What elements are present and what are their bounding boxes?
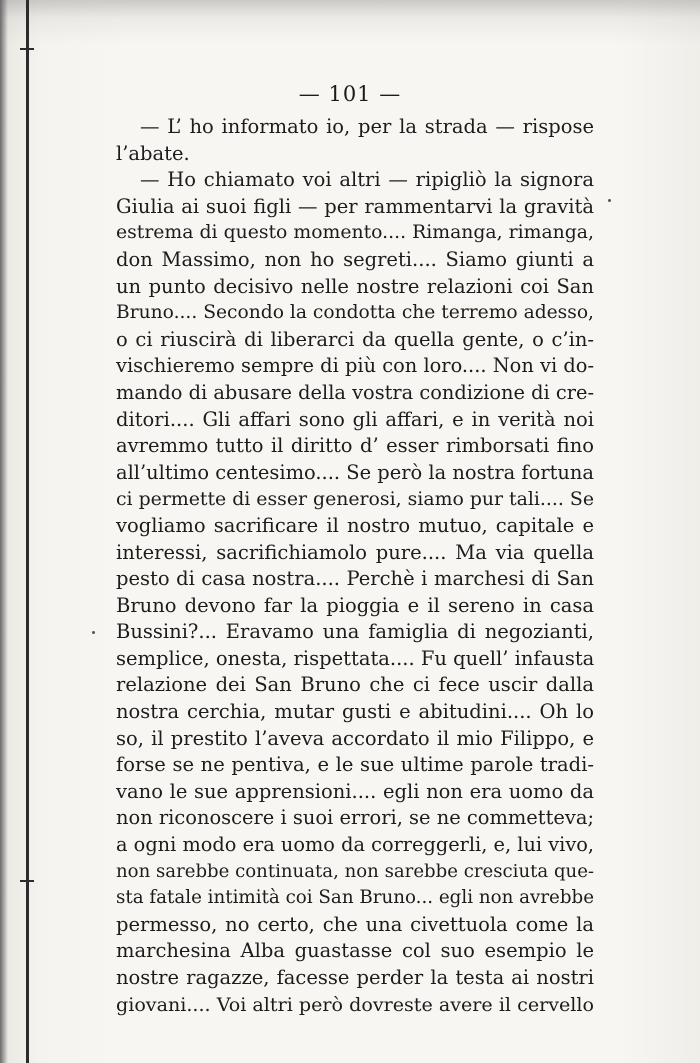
text-line: nostre ragazze, facesse perder la testa ai nostri	[116, 966, 594, 989]
text-line: Giulia ai suoi figli — per rammentarvi la gravità	[116, 194, 594, 218]
text-line: Bruno.... Secondo la condotta che terremo adesso,	[116, 302, 594, 324]
text-line: vischieremo sempre di più con loro.... Non vi do-	[116, 354, 594, 378]
text-line: interessi, sacrifichiamolo pure.... Ma via quella	[116, 540, 594, 564]
text-line: marchesina Alba guastasse col suo esempio le	[116, 939, 594, 963]
text-line: ci permette di esser generosi, siamo pur tali.... Se	[116, 488, 594, 511]
paper-speck	[92, 631, 95, 634]
text-line: so, il prestito l’aveva accordato il mio Filippo, e	[116, 726, 594, 750]
text-line: sta fatale intimità coi San Bruno... egli non avrebbe	[116, 887, 595, 909]
text-line: vano le sue apprensioni.... egli non era uomo da	[116, 779, 594, 803]
binding-tick-bottom	[20, 880, 34, 882]
text-line: vogliamo sacrificare il nostro mutuo, capitale e	[116, 513, 594, 537]
text-line: a ogni modo era uomo da correggerli, e, lui vivo,	[116, 833, 594, 857]
text-line: permesso, no certo, che una civettuola come la	[116, 912, 594, 936]
text-line: mando di abusare della vostra condizione di cre-	[116, 380, 594, 404]
text-line: avremmo tutto il diritto d’ esser rimborsati fino	[116, 434, 594, 458]
page-number: — 101 —	[298, 82, 402, 106]
text-line: non riconoscere i suoi errori, se ne commetteva;	[116, 806, 594, 830]
text-line: estrema di questo momento.... Rimanga, rimanga,	[116, 222, 594, 244]
text-line: all’ultimo centesimo.... Se però la nostra fortuna	[116, 460, 594, 484]
text-line: ditori.... Gli affari sono gli affari, e in verità noi	[116, 407, 594, 431]
text-line: Bussini?... Eravamo una famiglia di negozianti,	[116, 620, 594, 644]
text-line: relazione dei San Bruno che ci fece uscir dalla	[116, 673, 594, 697]
text-line: don Massimo, non ho segreti.... Siamo giunti a	[116, 247, 594, 271]
binding-tick-top	[20, 48, 34, 50]
scan-top-shadow	[0, 0, 700, 44]
body-text	[116, 114, 594, 1018]
text-line: nostra cerchia, mutar gusti e abitudini.... Oh lo	[116, 700, 594, 724]
text-line: o ci riuscirà di liberarci da quella gente, o c’in-	[116, 327, 594, 351]
text-line: forse se ne pentiva, e le sue ultime parole tradi-	[116, 753, 594, 777]
text-line: — L’ ho informato io, per la strada — rispose	[140, 115, 594, 138]
text-line: l’abate.	[116, 141, 190, 165]
text-line: non sarebbe continuata, non sarebbe cresciuta que-	[116, 860, 595, 882]
text-line: — Ho chiamato voi altri — ripigliò la signora	[140, 168, 594, 192]
text-line: semplice, onesta, rispettata.... Fu quell’ infausta	[116, 646, 595, 670]
text-line: pesto di casa nostra.... Perchè i marchesi di San	[116, 567, 594, 591]
binding-edge	[0, 0, 8, 1063]
text-line: giovani.... Voi altri però dovreste avere il cervello	[116, 992, 594, 1016]
text-line: Bruno devono far la pioggia e il sereno in casa	[116, 593, 594, 617]
text-line: un punto decisivo nelle nostre relazioni coi San	[116, 274, 594, 298]
binding-line	[26, 0, 29, 1063]
paper-speck	[608, 199, 611, 202]
